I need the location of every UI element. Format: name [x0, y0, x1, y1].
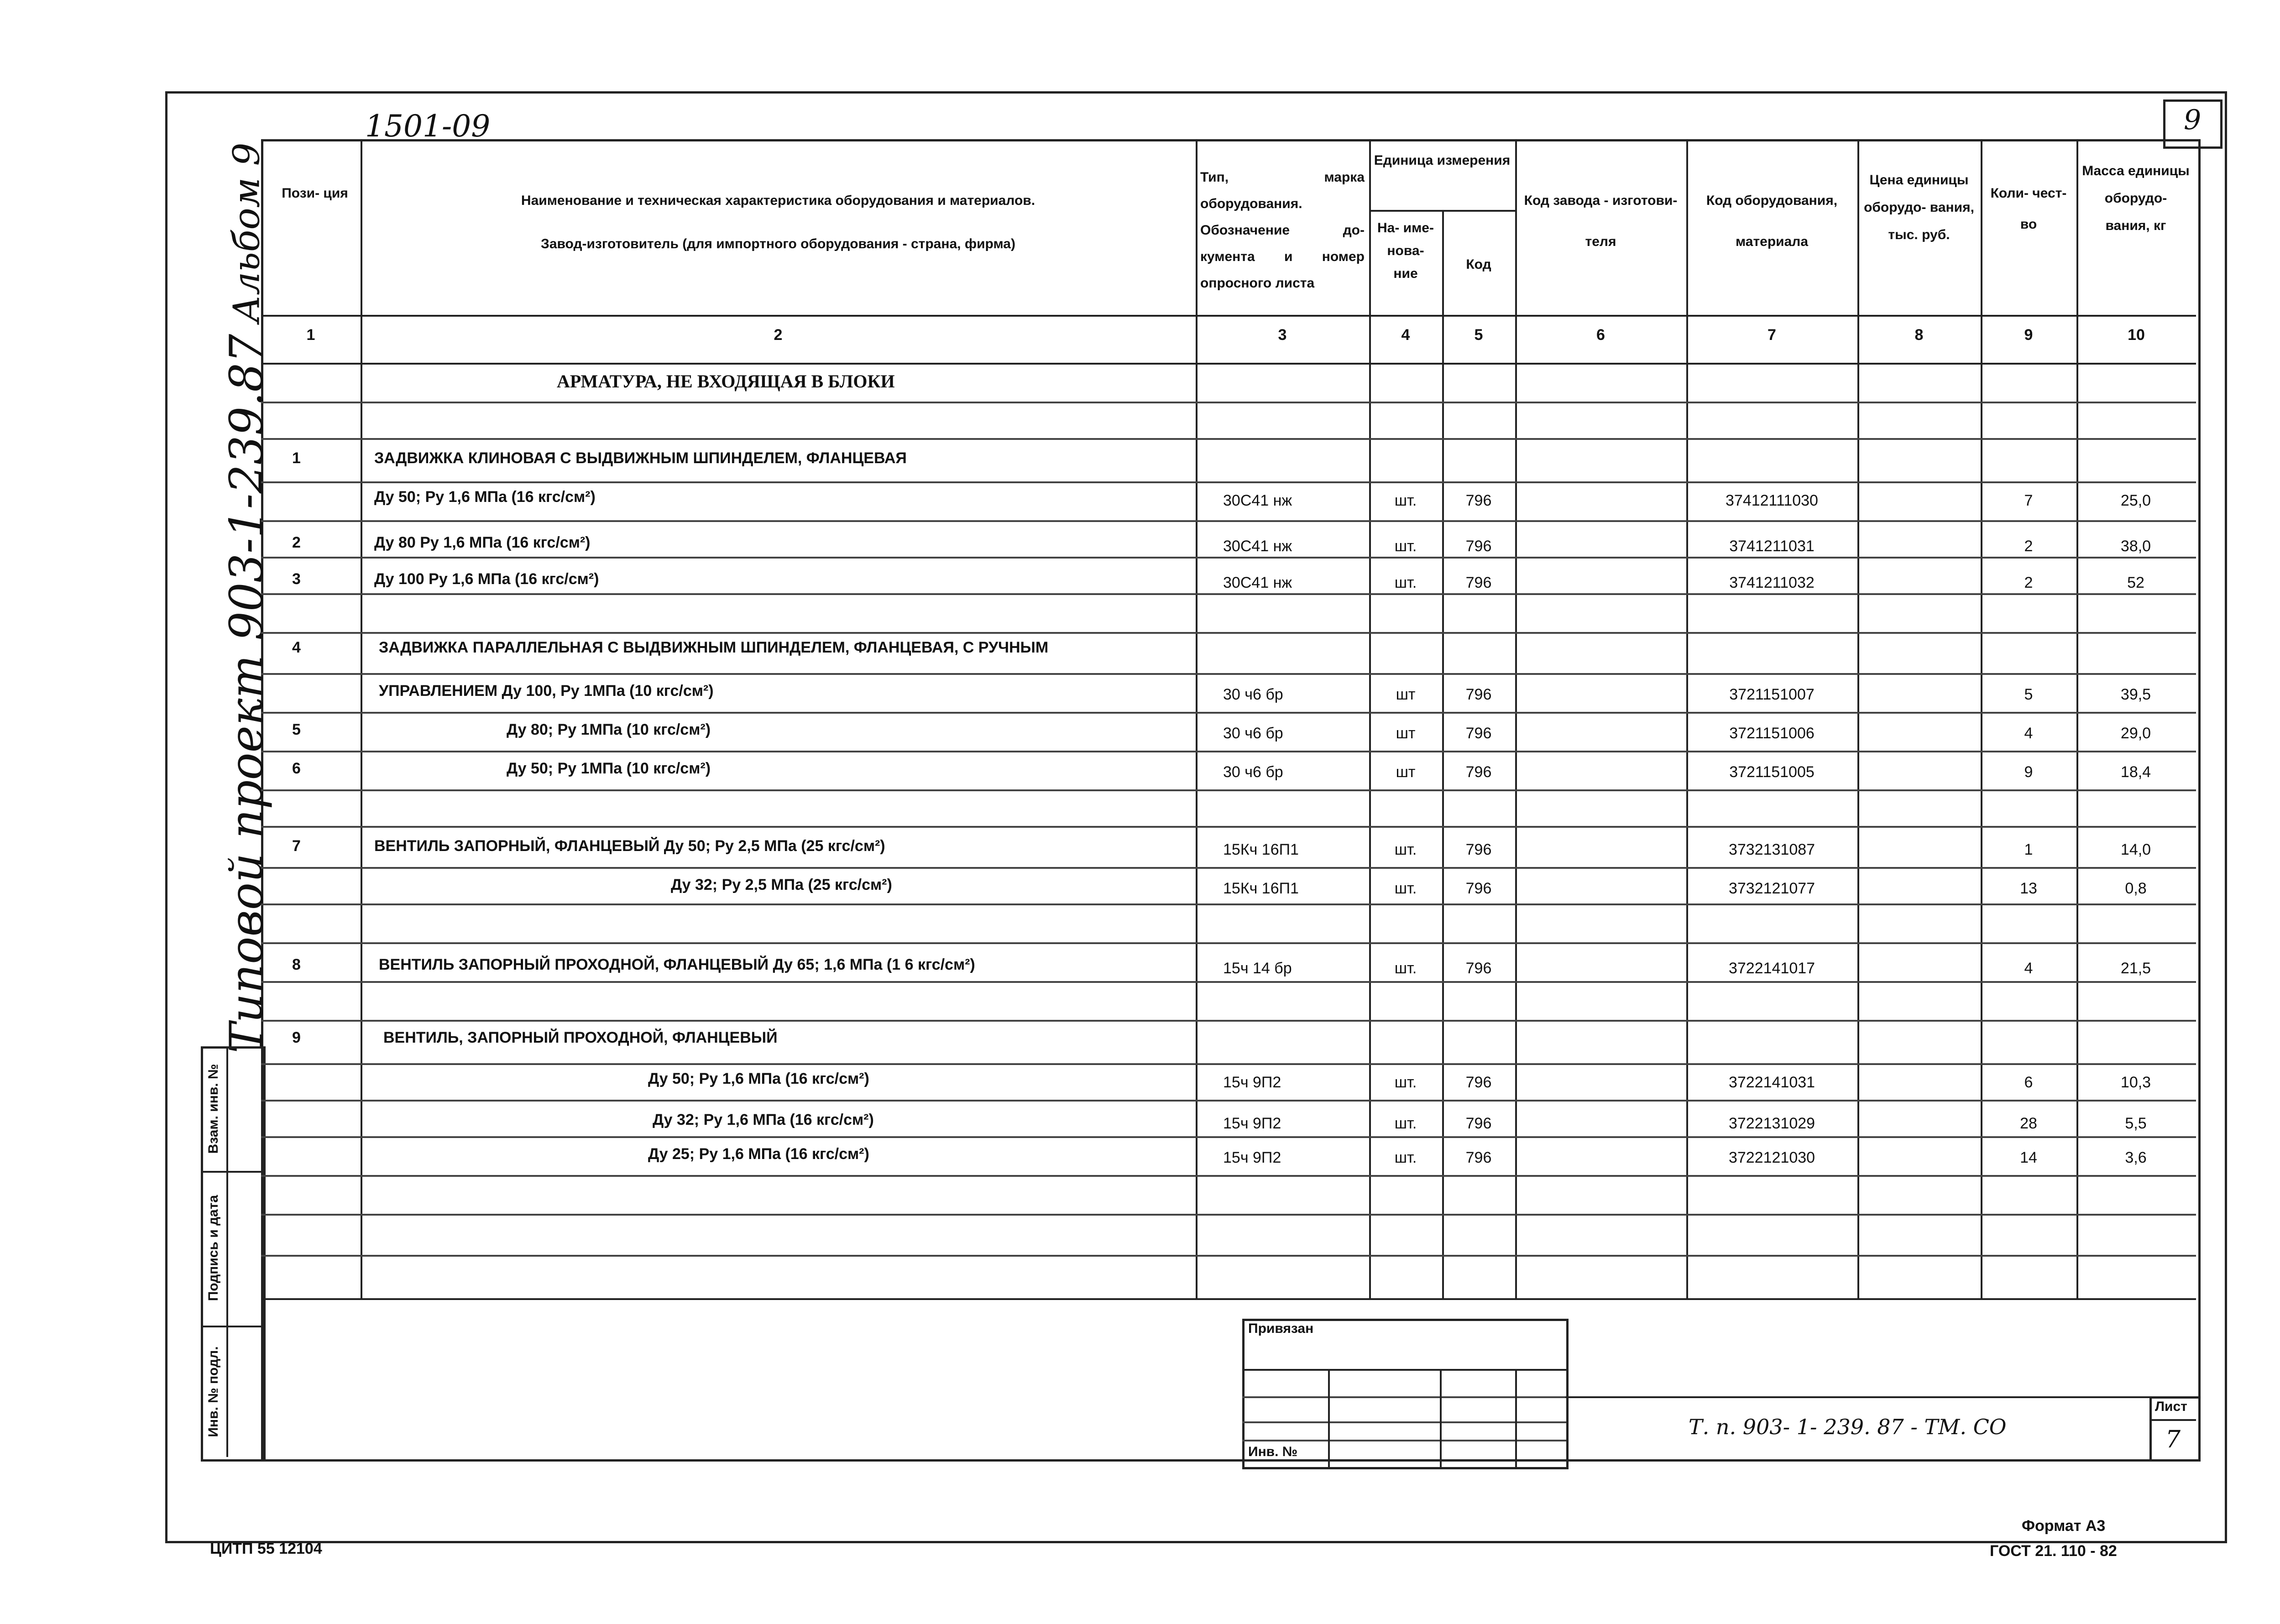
row-pos: 8 [292, 956, 301, 973]
side-label-inv-podl: Инв. № подл. [206, 1346, 221, 1437]
row-pos: 5 [292, 721, 301, 738]
header-name-line1: Наименование и техническая характеристика оборудования и материалов. [521, 193, 1035, 208]
row-name: УПРАВЛЕНИЕМ Ду 100, Ру 1МПа (10 кгс/см²) [379, 682, 714, 700]
row-pos: 1 [292, 449, 301, 467]
row-name: ВЕНТИЛЬ, ЗАПОРНЫЙ ПРОХОДНОЙ, ФЛАНЦЕВЫЙ [383, 1029, 778, 1046]
row-name: Ду 100 Ру 1,6 МПа (16 кгс/см²) [374, 570, 599, 588]
row-code: 796 [1465, 1115, 1492, 1132]
row-code: 796 [1465, 574, 1492, 591]
row-mass: 39,5 [2120, 686, 2151, 703]
row-code: 796 [1465, 538, 1492, 555]
row-mass: 52 [2127, 574, 2144, 591]
row-type: 30С41 нж [1223, 538, 1292, 555]
row-mass: 10,3 [2120, 1074, 2151, 1091]
row-name: Ду 32; Ру 2,5 МПа (25 кгс/см²) [671, 876, 892, 893]
row-type: 30 ч6 бр [1223, 725, 1283, 742]
row-eq: 3721151005 [1729, 763, 1815, 781]
row-unit: шт. [1394, 1115, 1417, 1132]
row-mass: 3,6 [2125, 1149, 2147, 1166]
header-name-line2: Завод-изготовитель (для импортного оборудования - страна, фирма) [541, 236, 1015, 251]
col-number: 2 [774, 326, 783, 344]
row-type: 15Кч 16П1 [1223, 880, 1299, 897]
col-number: 7 [1768, 326, 1776, 344]
row-code: 796 [1465, 960, 1492, 977]
col-number: 6 [1596, 326, 1605, 344]
row-eq: 3722121030 [1728, 1149, 1815, 1166]
header-price: Цена единицы оборудо- вания, тыс. руб. [1864, 172, 1974, 242]
row-pos: 4 [292, 639, 301, 656]
row-qty: 5 [2024, 686, 2033, 703]
row-code: 796 [1465, 841, 1492, 858]
row-type: 15Кч 16П1 [1223, 841, 1299, 858]
row-qty: 7 [2024, 492, 2033, 509]
header-unit-name: На- име- нова- ние [1377, 220, 1434, 281]
row-code: 796 [1465, 725, 1492, 742]
row-code: 796 [1465, 1149, 1492, 1166]
row-name: ЗАДВИЖКА КЛИНОВАЯ С ВЫДВИЖНЫМ ШПИНДЕЛЕМ, ФЛАНЦЕВАЯ [374, 449, 907, 467]
row-mass: 38,0 [2120, 538, 2151, 555]
row-type: 15ч 9П2 [1223, 1074, 1281, 1091]
header-unit-code: Код [1466, 257, 1491, 272]
row-name: Ду 80; Ру 1МПа (10 кгс/см²) [507, 721, 711, 738]
row-unit: шт [1396, 763, 1416, 781]
row-name: Ду 25; Ру 1,6 МПа (16 кгс/см²) [648, 1145, 869, 1163]
header-quantity: Коли- чест- во [1990, 186, 2067, 232]
row-type: 30 ч6 бр [1223, 763, 1283, 781]
row-name: Ду 32; Ру 1,6 МПа (16 кгс/см²) [653, 1111, 874, 1128]
list-label: Лист [2155, 1399, 2187, 1414]
row-pos: 3 [292, 570, 301, 588]
row-qty: 9 [2024, 763, 2033, 781]
row-mass: 21,5 [2120, 960, 2151, 977]
row-code: 796 [1465, 492, 1492, 509]
side-label-vzam: Взам. инв. № [206, 1064, 221, 1154]
row-unit: шт. [1394, 1149, 1417, 1166]
row-qty: 6 [2024, 1074, 2033, 1091]
album-code: 1501-09 [365, 109, 491, 144]
row-name: ВЕНТИЛЬ ЗАПОРНЫЙ, ФЛАНЦЕВЫЙ Ду 50; Ру 2,5 МПа (25 кгс/см²) [374, 837, 885, 855]
row-qty: 1 [2024, 841, 2033, 858]
row-code: 796 [1465, 1074, 1492, 1091]
row-type: 15ч 9П2 [1223, 1115, 1281, 1132]
row-name: ВЕНТИЛЬ ЗАПОРНЫЙ ПРОХОДНОЙ, ФЛАНЦЕВЫЙ Ду 65; 1,6 МПа (1 6 кгс/см²) [379, 956, 975, 973]
row-qty: 2 [2024, 574, 2033, 591]
col-number: 5 [1474, 326, 1483, 344]
row-mass: 14,0 [2120, 841, 2151, 858]
section-title: АРМАТУРА, НЕ ВХОДЯЩАЯ В БЛОКИ [557, 371, 895, 392]
side-label-podpis: Подпись и дата [206, 1195, 221, 1301]
row-qty: 13 [2020, 880, 2037, 897]
header-mass: Масса единицы оборудо- вания, кг [2082, 163, 2190, 233]
row-eq: 3721151007 [1729, 686, 1815, 703]
row-unit: шт. [1394, 492, 1417, 509]
row-type: 15ч 9П2 [1223, 1149, 1281, 1166]
row-eq: 3732131087 [1728, 841, 1815, 858]
row-qty: 4 [2024, 960, 2033, 977]
row-eq: 3741211032 [1729, 574, 1815, 591]
row-unit: шт. [1394, 1074, 1417, 1091]
row-name: Ду 80 Ру 1,6 МПа (16 кгс/см²) [374, 534, 591, 551]
header-factory-code: Код завода - изготови- теля [1524, 193, 1678, 249]
format-label: Формат А3 [2022, 1517, 2106, 1535]
row-code: 796 [1465, 686, 1492, 703]
col-number: 9 [2024, 326, 2033, 344]
row-name: Ду 50; Ру 1,6 МПа (16 кгс/см²) [374, 488, 596, 506]
privyazan-label: Привязан [1248, 1321, 1314, 1336]
row-qty: 2 [2024, 538, 2033, 555]
row-code: 796 [1465, 763, 1492, 781]
header-position: Пози- ция [282, 186, 348, 201]
row-unit: шт. [1394, 960, 1417, 977]
row-name: ЗАДВИЖКА ПАРАЛЛЕЛЬНАЯ С ВЫДВИЖНЫМ ШПИНДЕЛЕМ, ФЛАНЦЕВАЯ, С РУЧНЫМ [379, 639, 1049, 656]
header-type: Тип, марка оборудования. Обозначение до- кумента и номер опросного листа [1200, 170, 1365, 291]
footer-left: ЦИТП 55 12104 [210, 1540, 322, 1557]
row-eq: 3722131029 [1728, 1115, 1815, 1132]
row-type: 30С41 нж [1223, 574, 1292, 591]
row-qty: 4 [2024, 725, 2033, 742]
row-mass: 29,0 [2120, 725, 2151, 742]
header-equipment-code: Код оборудования, материала [1706, 193, 1838, 249]
row-unit: шт [1396, 725, 1416, 742]
inv-no-label: Инв. № [1248, 1444, 1298, 1459]
row-qty: 28 [2020, 1115, 2037, 1132]
row-pos: 2 [292, 534, 301, 551]
col-number: 4 [1401, 326, 1410, 344]
row-name: Ду 50; Ру 1,6 МПа (16 кгс/см²) [648, 1070, 869, 1087]
row-type: 15ч 14 бр [1223, 960, 1292, 977]
row-eq: 3741211031 [1729, 538, 1815, 555]
row-unit: шт. [1394, 841, 1417, 858]
row-mass: 5,5 [2125, 1115, 2147, 1132]
doc-code: Т. п. 903- 1- 239. 87 - ТМ. СО [1689, 1415, 2007, 1439]
gost-label: ГОСТ 21. 110 - 82 [1990, 1542, 2117, 1560]
row-type: 30С41 нж [1223, 492, 1292, 509]
col-number: 10 [2128, 326, 2145, 344]
col-number: 3 [1278, 326, 1287, 344]
row-unit: шт. [1394, 880, 1417, 897]
row-eq: 37412111030 [1726, 492, 1818, 509]
row-pos: 9 [292, 1029, 301, 1046]
row-unit: шт. [1394, 574, 1417, 591]
row-eq: 3732121077 [1728, 880, 1815, 897]
row-eq: 3722141017 [1728, 960, 1815, 977]
sheet-number-top: 9 [2184, 104, 2202, 136]
header-unit: Единица измерения [1374, 153, 1511, 168]
row-mass: 18,4 [2120, 763, 2151, 781]
row-mass: 25,0 [2120, 492, 2151, 509]
row-code: 796 [1465, 880, 1492, 897]
row-qty: 14 [2020, 1149, 2037, 1166]
row-unit: шт [1396, 686, 1416, 703]
list-number: 7 [2165, 1426, 2181, 1453]
row-eq: 3721151006 [1729, 725, 1815, 742]
col-number: 1 [306, 326, 315, 344]
row-eq: 3722141031 [1728, 1074, 1815, 1091]
row-type: 30 ч6 бр [1223, 686, 1283, 703]
row-unit: шт. [1394, 538, 1417, 555]
col-number: 8 [1914, 326, 1924, 344]
row-pos: 6 [292, 760, 301, 777]
side-album: Альбом 9 [225, 142, 268, 323]
row-name: Ду 50; Ру 1МПа (10 кгс/см²) [507, 760, 711, 777]
row-mass: 0,8 [2125, 880, 2147, 897]
row-pos: 7 [292, 837, 301, 855]
side-title: Типовой проект 903-1-239.87 [220, 334, 273, 1054]
